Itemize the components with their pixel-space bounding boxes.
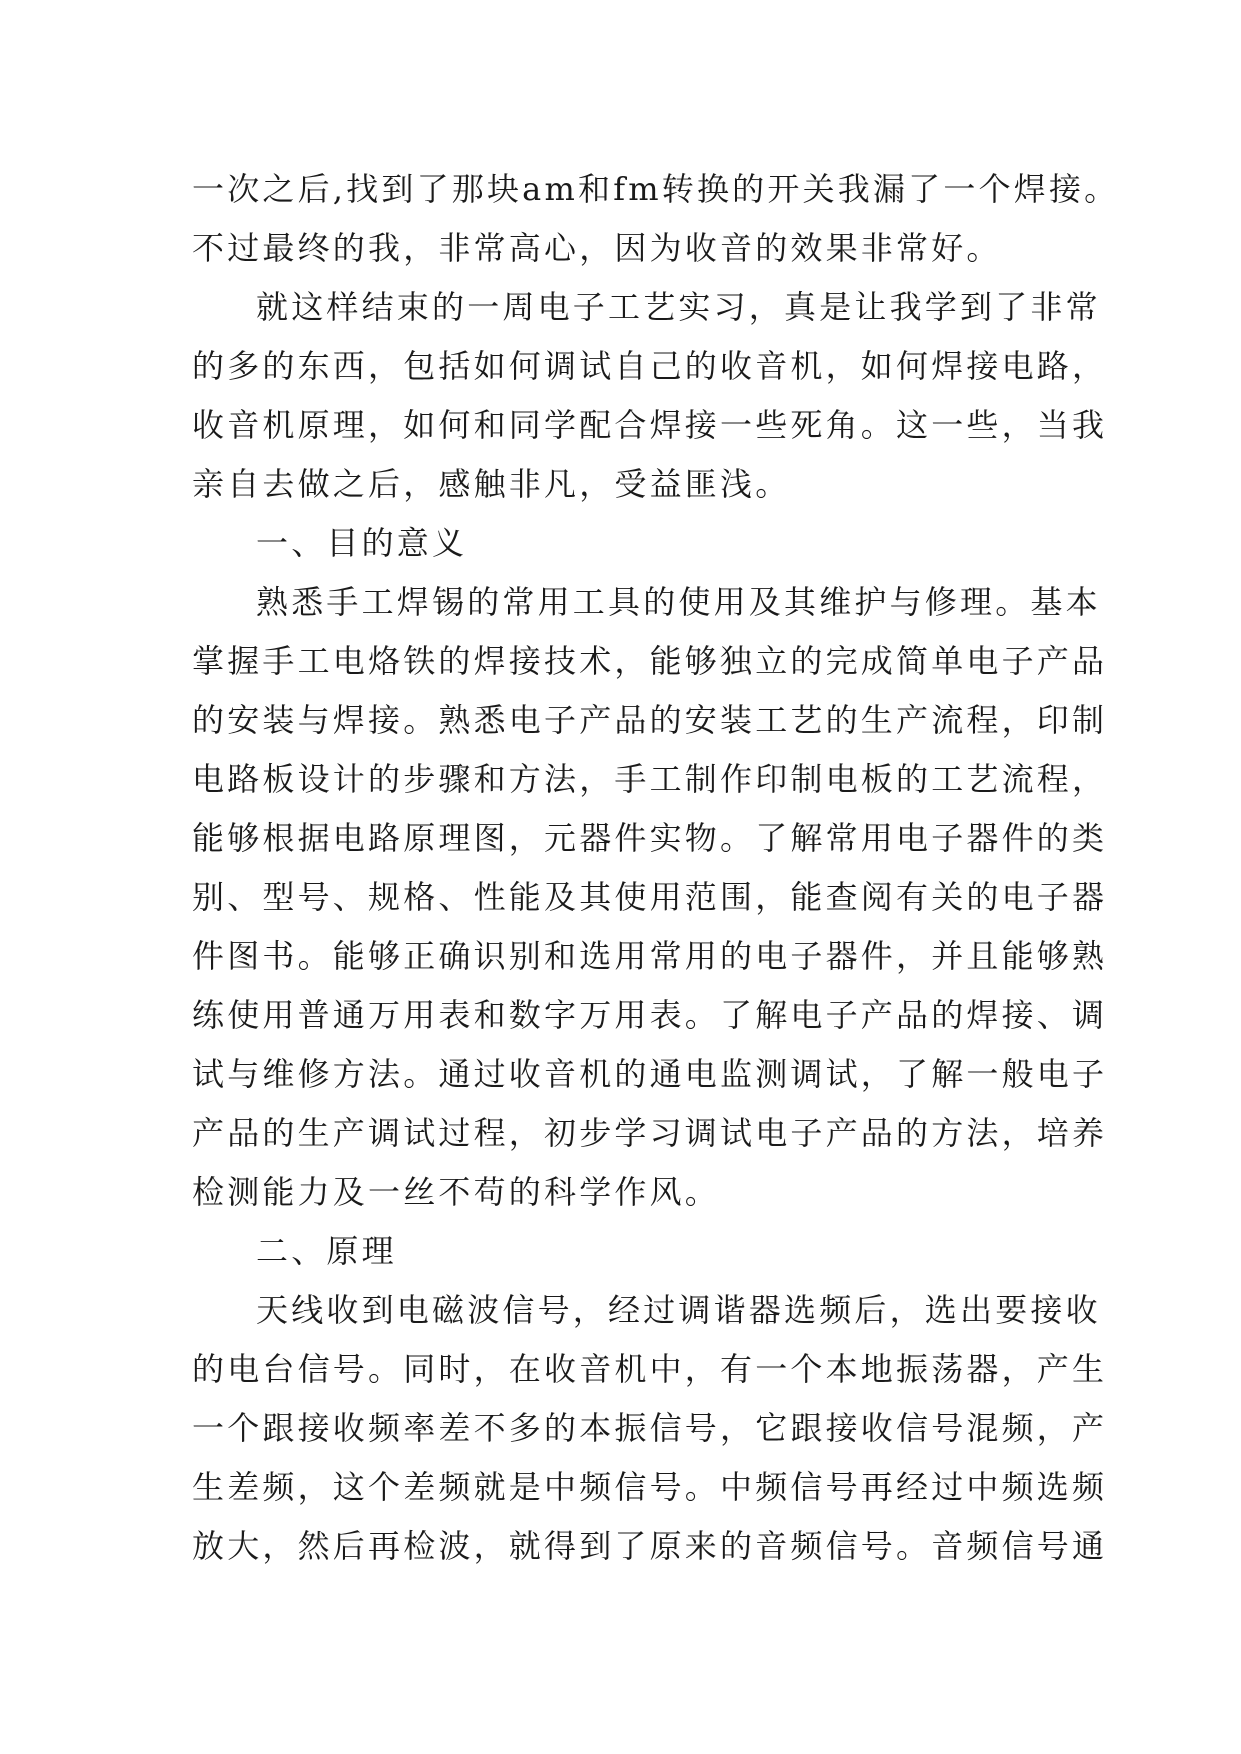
document-body	[192, 160, 1120, 1576]
text-line: 收音机原理，如何和同学配合焊接一些死角。这一些，当我	[192, 406, 1108, 444]
text-line: 试与维修方法。通过收音机的通电监测调试，了解一般电子	[192, 1055, 1108, 1093]
text-line: 熟悉手工焊锡的常用工具的使用及其维护与修理。基本	[256, 583, 1101, 621]
text-line: 练使用普通万用表和数字万用表。了解电子产品的焊接、调	[192, 996, 1108, 1034]
text-line: 二、原理	[256, 1232, 397, 1270]
text-line: 一个跟接收频率差不多的本振信号，它跟接收信号混频，产	[192, 1409, 1108, 1447]
text-line: 天线收到电磁波信号，经过调谐器选频后，选出要接收	[256, 1291, 1101, 1329]
text-line: 掌握手工电烙铁的焊接技术，能够独立的完成简单电子产品	[192, 642, 1108, 680]
text-line: 件图书。能够正确识别和选用常用的电子器件，并且能够熟	[192, 937, 1108, 975]
text-line: 一、目的意义	[256, 524, 468, 562]
text-line: 就这样结束的一周电子工艺实习，真是让我学到了非常	[256, 288, 1101, 326]
text-line: 别、型号、规格、性能及其使用范围，能查阅有关的电子器	[192, 878, 1108, 916]
text-line: 放大，然后再检波，就得到了原来的音频信号。音频信号通	[192, 1527, 1108, 1565]
text-line: 的多的东西，包括如何调试自己的收音机，如何焊接电路，	[192, 347, 1108, 385]
text-line: 亲自去做之后，感触非凡，受益匪浅。	[192, 465, 791, 503]
text-line: 产品的生产调试过程，初步学习调试电子产品的方法，培养	[192, 1114, 1108, 1152]
text-line: 一次之后,找到了那块am和fm转换的开关我漏了一个焊接。	[192, 170, 1120, 208]
text-line: 的安装与焊接。熟悉电子产品的安装工艺的生产流程，印制	[192, 701, 1108, 739]
text-line: 能够根据电路原理图，元器件实物。了解常用电子器件的类	[192, 819, 1108, 857]
text-line: 电路板设计的步骤和方法，手工制作印制电板的工艺流程，	[192, 760, 1108, 798]
text-line: 生差频，这个差频就是中频信号。中频信号再经过中频选频	[192, 1468, 1108, 1506]
text-line: 不过最终的我，非常高心，因为收音的效果非常好。	[192, 229, 1002, 267]
text-line: 检测能力及一丝不苟的科学作风。	[192, 1173, 721, 1211]
text-line: 的电台信号。同时，在收音机中，有一个本地振荡器，产生	[192, 1350, 1108, 1388]
